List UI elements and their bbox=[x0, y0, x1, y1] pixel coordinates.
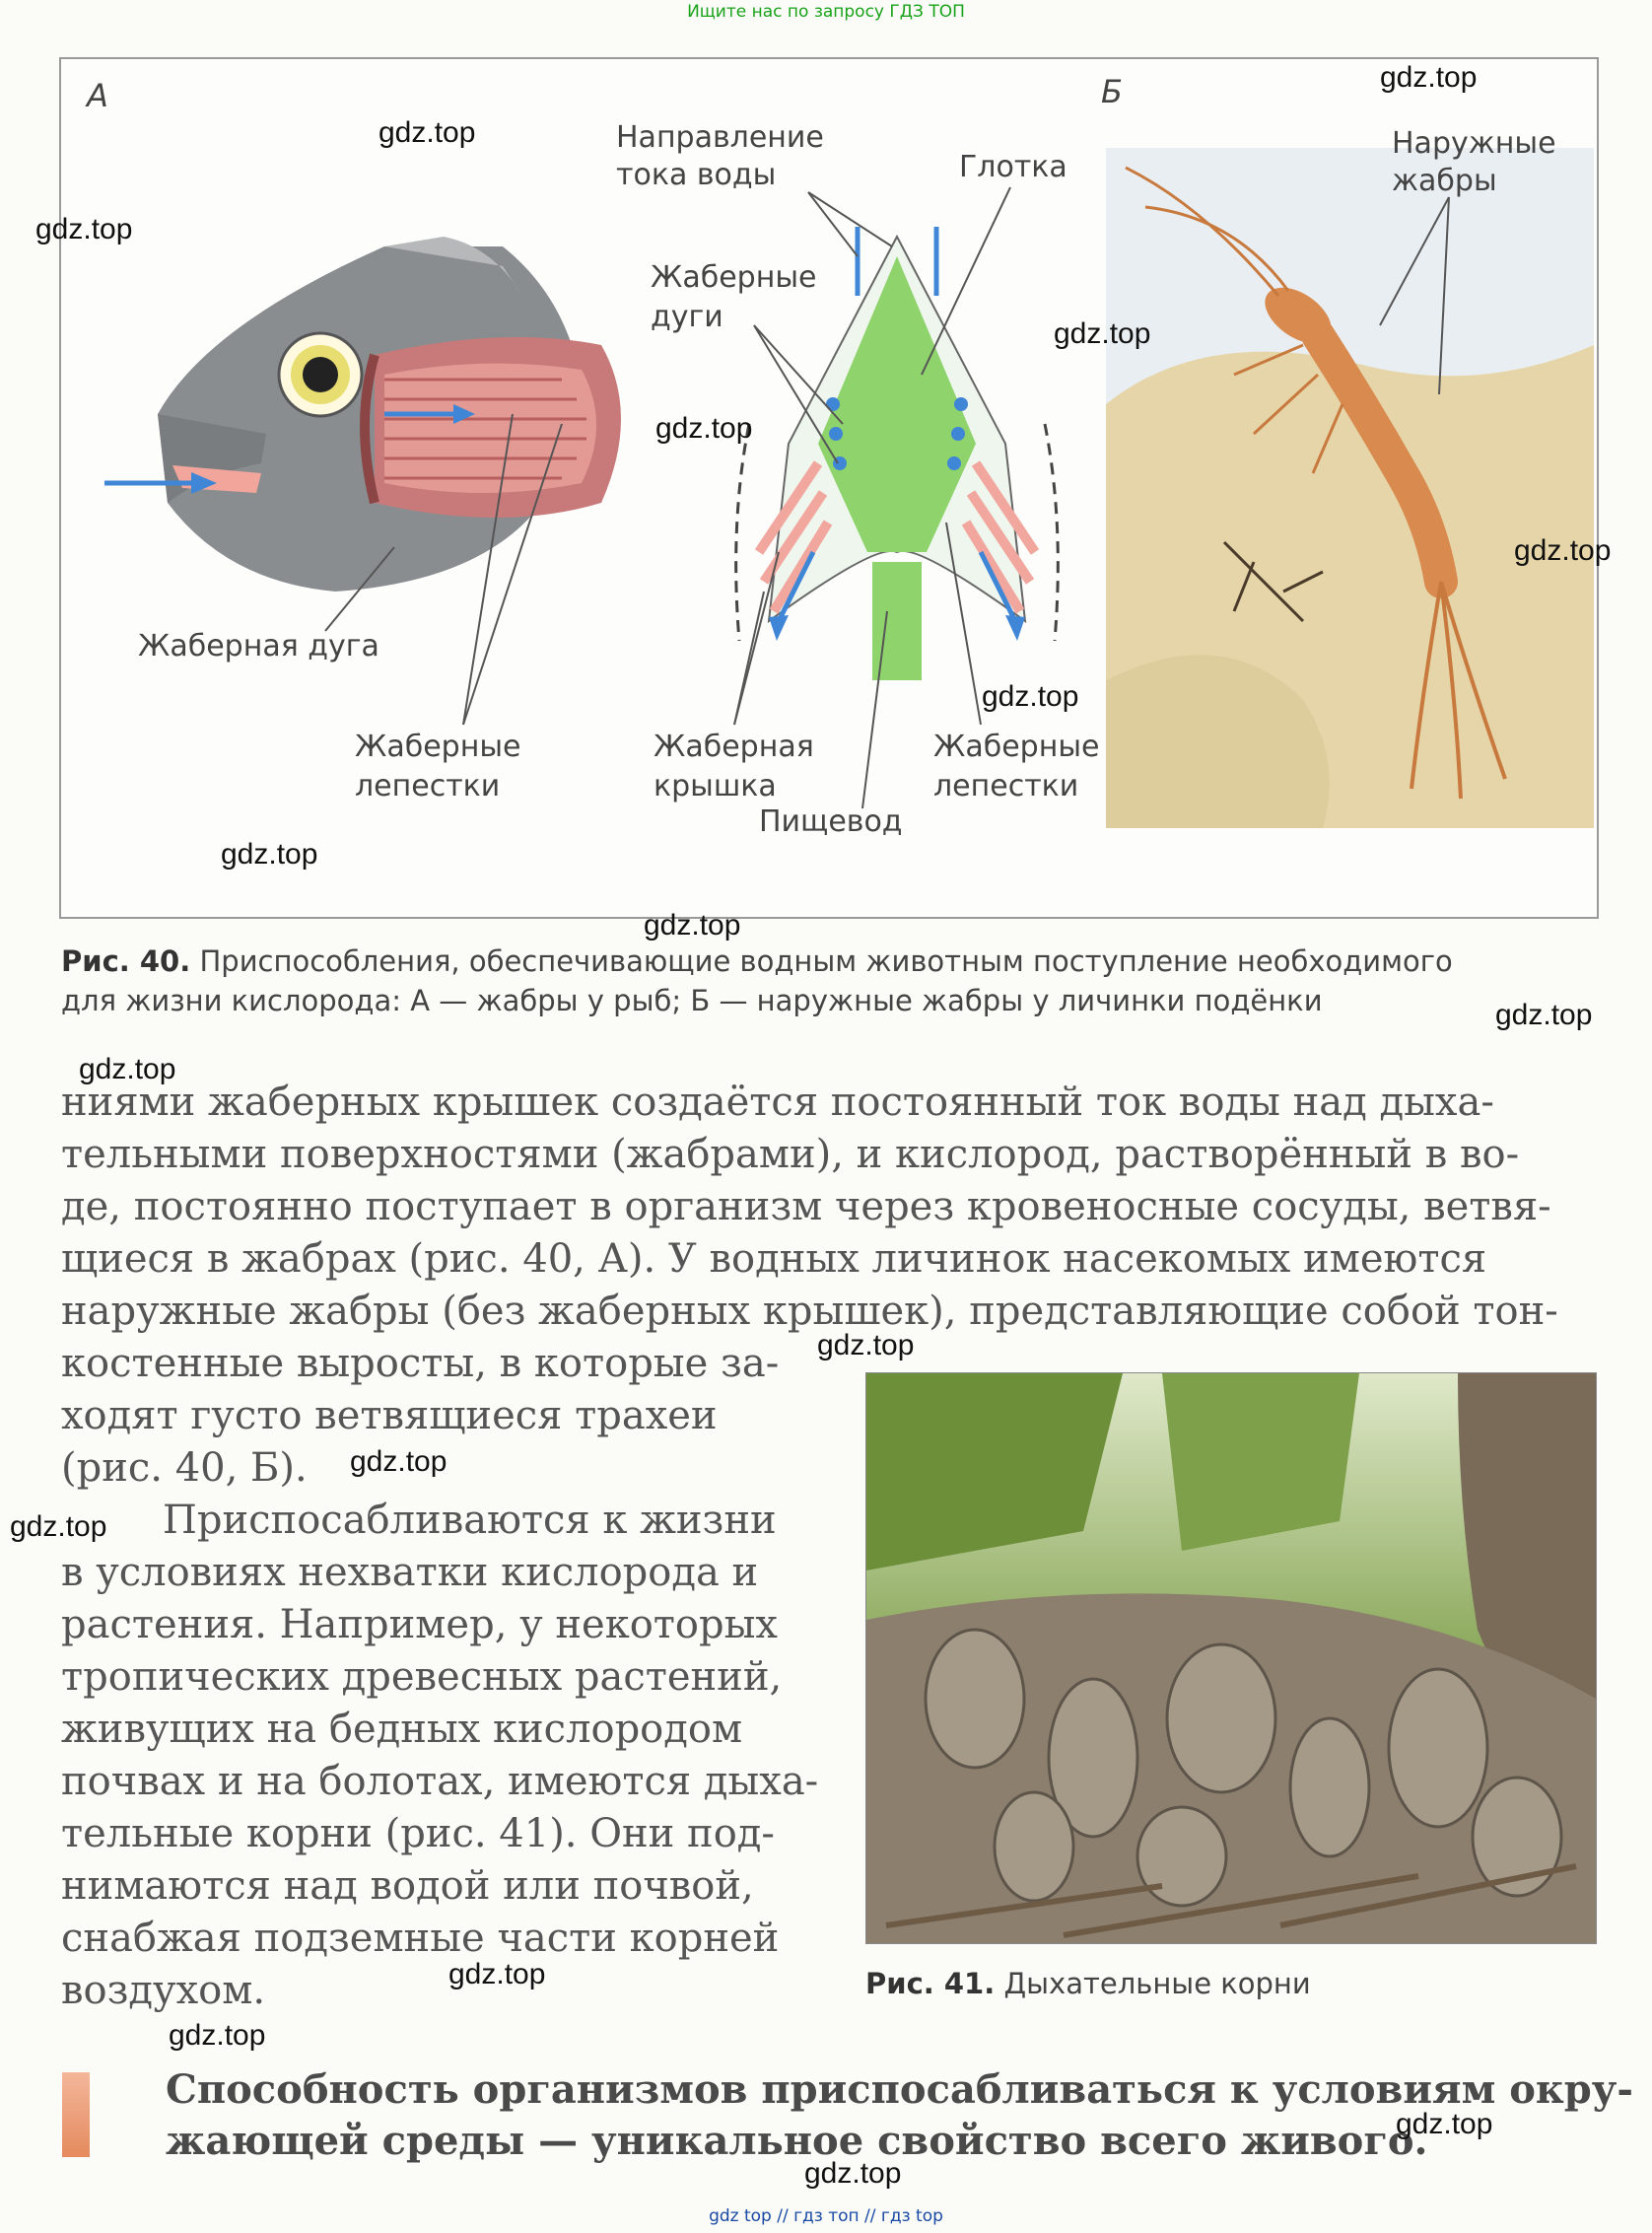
watermark: gdz.top bbox=[817, 1329, 915, 1361]
body-line: наружные жабры (без жаберных крышек), представляющие собой тон- bbox=[61, 1289, 1558, 1334]
body-line: костенные выросты, в которые за- bbox=[61, 1341, 780, 1386]
watermark: gdz.top bbox=[1514, 534, 1612, 567]
watermark: gdz.top bbox=[10, 1510, 107, 1543]
leader-lines bbox=[0, 0, 1652, 927]
watermark: gdz.top bbox=[1396, 2108, 1493, 2140]
label-gill-petals-left-line2: лепестки bbox=[355, 769, 501, 803]
figure-41-caption-text: Дыхательные корни bbox=[1003, 1967, 1311, 2000]
watermark: gdz.top bbox=[350, 1445, 447, 1478]
label-gill-cover-line2: крышка bbox=[654, 769, 777, 803]
label-gill-petals-right-line2: лепестки bbox=[933, 769, 1079, 803]
conclusion-line1: Способность организмов приспосабливаться к условиям окру- bbox=[166, 2066, 1633, 2113]
label-pharynx: Глотка bbox=[959, 150, 1067, 184]
watermark: gdz.top bbox=[1495, 999, 1593, 1031]
figure-40-caption-line2: для жизни кислорода: А — жабры у рыб; Б — наружные жабры у личинки подёнки bbox=[61, 984, 1323, 1017]
watermark: gdz.top bbox=[1380, 61, 1478, 94]
body-line: (рис. 40, Б). bbox=[61, 1445, 308, 1491]
body-line: ходят густо ветвящиеся трахеи bbox=[61, 1393, 718, 1438]
body-line: Приспосабливаются к жизни bbox=[163, 1498, 777, 1543]
body-line: ниями жаберных крышек создаётся постоянный ток воды над дыха- bbox=[61, 1080, 1494, 1125]
body-line: воздухом. bbox=[61, 1968, 266, 2013]
watermark: gdz.top bbox=[644, 909, 741, 942]
label-gill-arches-line2: дуги bbox=[651, 300, 723, 334]
body-line: тельными поверхностями (жабрами), и кислород, растворённый в во- bbox=[61, 1132, 1520, 1177]
body-line: тельные корни (рис. 41). Они под- bbox=[61, 1811, 775, 1856]
label-gill-cover-line1: Жаберная bbox=[654, 730, 814, 764]
panel-a-letter: А bbox=[87, 77, 108, 114]
top-search-note: Ищите нас по запросу ГДЗ ТОП bbox=[687, 2, 965, 22]
conclusion-line2: жающей среды — уникальное свойство всего живого. bbox=[166, 2118, 1428, 2164]
body-line: в условиях нехватки кислорода и bbox=[61, 1550, 759, 1595]
watermark: gdz.top bbox=[982, 680, 1079, 713]
label-external-gills-line1: Наружные bbox=[1392, 126, 1556, 161]
label-gill-petals-right-line1: Жаберные bbox=[933, 730, 1100, 764]
label-direction-line2: тока воды bbox=[616, 158, 777, 192]
watermark: gdz.top bbox=[79, 1053, 176, 1085]
figure-40-caption-line1 bbox=[61, 942, 1453, 981]
body-line: нимаются над водой или почвой, bbox=[61, 1863, 754, 1909]
watermark: gdz.top bbox=[379, 116, 476, 149]
watermark: gdz.top bbox=[1054, 317, 1151, 350]
label-esophagus: Пищевод bbox=[759, 804, 903, 839]
label-external-gills-line2: жабры bbox=[1392, 164, 1497, 198]
label-direction-line1: Направление bbox=[616, 120, 824, 155]
watermark: gdz.top bbox=[804, 2157, 902, 2190]
figure-41-caption bbox=[865, 1964, 1311, 2003]
body-line: тропических древесных растений, bbox=[61, 1654, 783, 1700]
body-line: снабжая подземные части корней bbox=[61, 1916, 780, 1961]
figure-40-caption-text-line1: Приспособления, обеспечивающие водным животным поступление необходимого bbox=[199, 944, 1453, 978]
watermark: gdz.top bbox=[35, 213, 133, 245]
body-line: щиеся в жабрах (рис. 40, А). У водных личинок насекомых имеются bbox=[61, 1236, 1487, 1282]
label-gill-arch: Жаберная дуга bbox=[138, 629, 379, 663]
breathing-roots-photo bbox=[865, 1372, 1597, 1944]
body-line: растения. Например, у некоторых bbox=[61, 1602, 778, 1647]
label-gill-petals-left-line1: Жаберные bbox=[355, 730, 521, 764]
label-gill-arches-line1: Жаберные bbox=[651, 260, 817, 295]
body-line: де, постоянно поступает в организм через кровеносные сосуды, ветвя- bbox=[61, 1184, 1551, 1229]
body-line: живущих на бедных кислородом bbox=[61, 1707, 743, 1752]
figure-40-caption-number: Рис. 40. bbox=[61, 944, 191, 978]
conclusion-accent-bar bbox=[62, 2072, 90, 2157]
footer-note: gdz top // гдз топ // гдз top bbox=[709, 2206, 943, 2226]
watermark: gdz.top bbox=[655, 412, 753, 445]
watermark: gdz.top bbox=[448, 1958, 546, 1990]
watermark: gdz.top bbox=[221, 838, 318, 871]
watermark: gdz.top bbox=[169, 2019, 266, 2052]
body-line: почвах и на болотах, имеются дыха- bbox=[61, 1759, 819, 1804]
figure-41-caption-number: Рис. 41. bbox=[865, 1967, 996, 2000]
panel-b-letter: Б bbox=[1101, 73, 1123, 110]
